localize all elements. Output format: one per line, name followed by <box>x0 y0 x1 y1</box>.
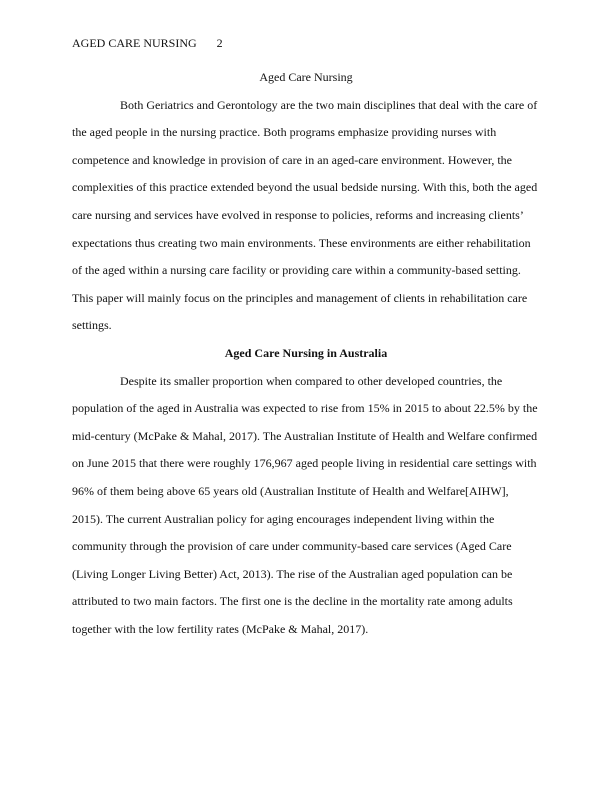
running-head-title: AGED CARE NURSING <box>72 36 197 50</box>
intro-paragraph: Both Geriatrics and Gerontology are the two main disciplines that deal with the care of the aged people in the nursing practice. Both programs emphasize providing nurses with competence and knowledge in provision of care in an aged-care environment. However, the complexities of this practice extended beyond the usual bedside nursing. With this, both the aged care nursing and services have evolved in response to policies, reforms and increasing clients’ expectations thus creating two main environments. These environments are either rehabilitation of the aged within a nursing care facility or providing care within a community-based setting. This paper will mainly focus on the principles and management of clients in rehabilitation care settings. <box>72 97 538 333</box>
page-number: 2 <box>216 36 223 50</box>
section-heading: Aged Care Nursing in Australia <box>224 345 388 360</box>
section-paragraph: Despite its smaller proportion when compared to other developed countries, the population of the aged in Australia was expected to rise from 15% in 2015 to about 22.5% by the mid-century (McPake & Mahal, 2017). The Australian Institute of Health and Welfare confirmed on June 2015 that there were roughly 176,967 aged people living in residential care settings with 96% of them being above 65 years old (Australian Institute of Health and Welfare[AIHW], 2015). The current Australian policy for aging encourages independent living within the community through the provision of care under community-based care services (Aged Care (Living Longer Living Better) Act, 2013). The rise of the Australian aged population can be attributed to two main factors. The first one is the decline in the mortality rate among adults together with the low fertility rates (McPake & Mahal, 2017). <box>72 373 538 636</box>
running-head <box>72 36 223 50</box>
document-title: Aged Care Nursing <box>259 70 353 84</box>
document-body <box>72 64 540 643</box>
